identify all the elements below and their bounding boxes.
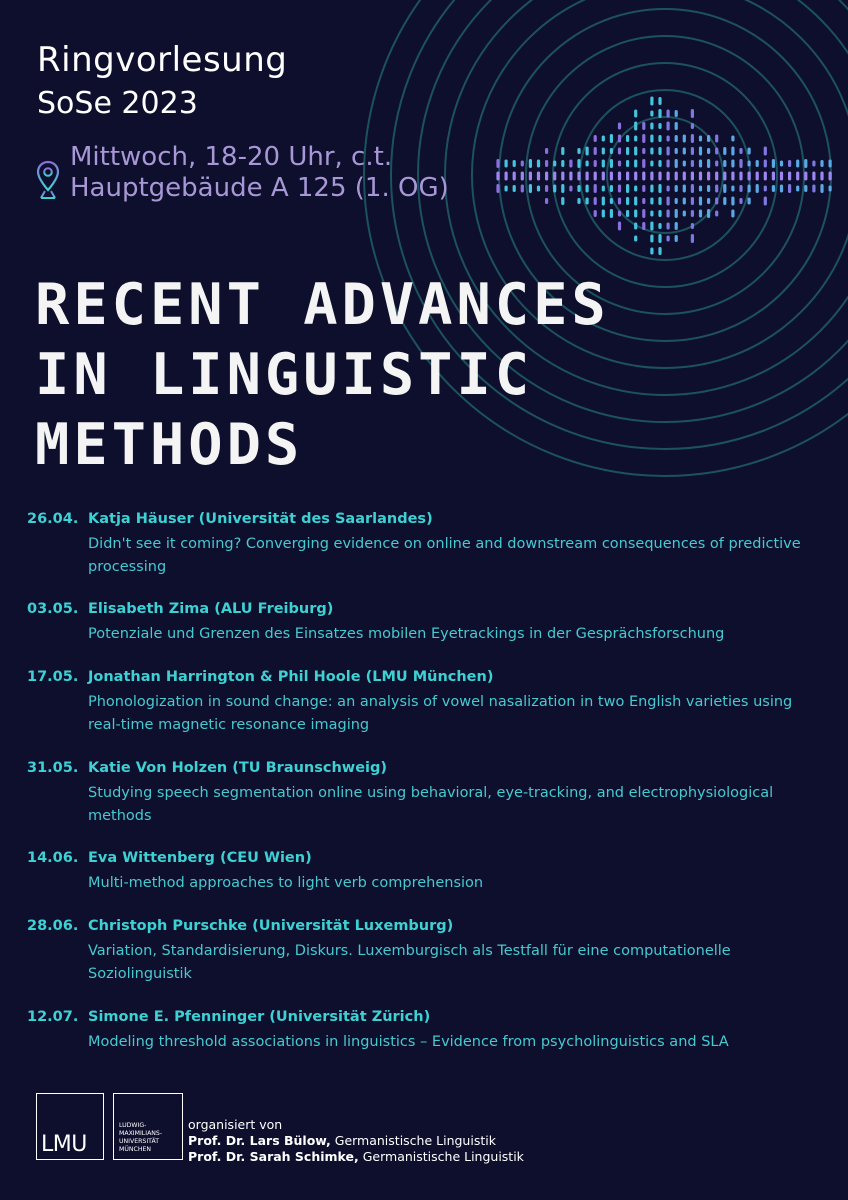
soundwave-dash	[796, 160, 799, 168]
soundwave-dash	[650, 185, 653, 193]
soundwave-dash	[545, 172, 548, 181]
soundwave-dash	[780, 185, 783, 193]
soundwave-dash	[764, 160, 767, 168]
soundwave-dash	[723, 197, 726, 205]
soundwave-dash	[561, 160, 564, 167]
soundwave-dash	[586, 185, 589, 193]
soundwave-dash	[650, 161, 653, 167]
soundwave-dash	[618, 211, 621, 217]
lecture-title: Studying speech segmentation online using behavioral, eye-tracking, and electrophysiological methods	[88, 785, 774, 824]
soundwave-dash	[650, 198, 653, 205]
soundwave-dash	[577, 172, 580, 181]
soundwave-dash	[642, 209, 645, 218]
soundwave-dash	[739, 185, 742, 192]
soundwave-dash	[577, 159, 580, 168]
soundwave-dash	[513, 185, 516, 192]
lecture-speaker: Jonathan Harrington & Phil Hoole (LMU München)	[88, 669, 494, 685]
soundwave-dash	[804, 159, 807, 168]
soundwave-dash	[650, 235, 653, 243]
soundwave-dash	[739, 159, 742, 168]
soundwave-dash	[658, 197, 661, 205]
soundwave-dash	[634, 223, 637, 230]
soundwave-dash	[788, 160, 791, 167]
soundwave-dash	[642, 222, 645, 230]
lecture-date: 26.04.	[27, 511, 79, 527]
soundwave-dash	[675, 198, 678, 204]
soundwave-dash	[667, 236, 670, 242]
soundwave-dash	[496, 184, 499, 193]
soundwave-dash	[667, 186, 670, 192]
soundwave-dash	[626, 210, 629, 217]
soundwave-dash	[812, 161, 815, 167]
soundwave-dash	[586, 198, 589, 205]
soundwave-dash	[772, 159, 775, 168]
soundwave-dash	[561, 172, 564, 181]
soundwave-dash	[626, 197, 629, 205]
semester-label: SoSe 2023	[37, 86, 198, 121]
soundwave-dash	[715, 198, 718, 205]
soundwave-dash	[691, 172, 694, 181]
organizer-row	[188, 1133, 496, 1148]
soundwave-dash	[586, 172, 589, 181]
lecture-speaker: Christoph Purschke (Universität Luxemburg)	[88, 918, 454, 934]
soundwave-dash	[642, 198, 645, 204]
soundwave-dash	[626, 135, 629, 142]
soundwave-dash	[496, 159, 499, 168]
soundwave-dash	[594, 147, 597, 155]
soundwave-dash	[707, 209, 710, 218]
soundwave-dash	[675, 122, 678, 130]
soundwave-dash	[796, 172, 799, 181]
soundwave-dash	[820, 160, 823, 167]
soundwave-dash	[683, 198, 686, 205]
lecture-title: Potenziale und Grenzen des Einsatzes mobilen Eyetrackings in der Gesprächsforschung	[88, 626, 725, 642]
soundwave-dash	[683, 211, 686, 217]
soundwave-dash	[513, 160, 516, 167]
soundwave-dash	[764, 186, 767, 192]
soundwave-dash	[545, 160, 548, 167]
soundwave-dash	[610, 159, 613, 168]
soundwave-dash	[634, 186, 637, 192]
organizer-affiliation: Germanistische Linguistik	[358, 1149, 524, 1164]
university-name-box	[113, 1093, 183, 1160]
soundwave-dash	[667, 147, 670, 156]
soundwave-dash	[618, 135, 621, 143]
soundwave-dash	[618, 172, 621, 181]
soundwave-dash	[553, 185, 556, 193]
soundwave-dash	[505, 186, 508, 192]
soundwave-dash	[496, 172, 499, 181]
soundwave-dash	[715, 148, 718, 155]
soundwave-dash	[577, 198, 580, 204]
soundwave-dash	[691, 134, 694, 143]
soundwave-dash	[699, 197, 702, 206]
soundwave-dash	[618, 222, 621, 231]
lecture-speaker: Eva Wittenberg (CEU Wien)	[88, 850, 312, 866]
soundwave-dash	[634, 160, 637, 168]
soundwave-dash	[829, 160, 832, 168]
soundwave-dash	[715, 185, 718, 193]
soundwave-dash	[658, 160, 661, 167]
soundwave-dash	[529, 184, 532, 193]
soundwave-dash	[642, 159, 645, 168]
soundwave-dash	[642, 172, 645, 181]
soundwave-dash	[748, 172, 751, 181]
soundwave-dash	[731, 197, 734, 206]
soundwave-dash	[739, 148, 742, 154]
title-line-2: IN LINGUISTIC	[35, 342, 534, 408]
soundwave-dash	[577, 185, 580, 192]
soundwave-dash	[731, 160, 734, 168]
soundwave-dash	[667, 172, 670, 181]
soundwave-dash	[658, 223, 661, 229]
organizer-name: Prof. Dr. Sarah Schimke,	[188, 1149, 359, 1164]
lmu-logo	[36, 1093, 104, 1160]
soundwave-dash	[521, 185, 524, 193]
soundwave-dash	[731, 172, 734, 181]
soundwave-dash	[602, 160, 605, 168]
soundwave-dash	[715, 161, 718, 167]
soundwave-dash	[634, 136, 637, 142]
soundwave-dash	[594, 160, 597, 167]
soundwave-dash	[683, 148, 686, 155]
soundwave-dash	[610, 148, 613, 154]
soundwave-dash	[667, 223, 670, 230]
soundwave-dash	[812, 185, 815, 193]
soundwave-dash	[780, 172, 783, 181]
soundwave-dash	[691, 197, 694, 205]
soundwave-dash	[634, 172, 637, 181]
soundwave-dash	[699, 210, 702, 218]
soundwave-dash	[772, 185, 775, 192]
soundwave-dash	[634, 122, 637, 131]
soundwave-dash	[626, 172, 629, 181]
soundwave-dash	[594, 135, 597, 142]
soundwave-dash	[658, 247, 661, 255]
time-info: Mittwoch, 18-20 Uhr, c.t.	[70, 142, 393, 172]
soundwave-dash	[618, 185, 621, 193]
soundwave-dash	[594, 184, 597, 193]
soundwave-dash	[561, 147, 564, 155]
soundwave-dash	[626, 160, 629, 167]
soundwave-dash	[691, 123, 694, 129]
soundwave-dash	[683, 161, 686, 167]
soundwave-dash	[529, 172, 532, 181]
soundwave-dash	[537, 160, 540, 168]
soundwave-dash	[707, 172, 710, 181]
soundwave-dash	[658, 172, 661, 181]
lecture-speaker: Katja Häuser (Universität des Saarlandes)	[88, 511, 433, 527]
soundwave-dash	[505, 160, 508, 168]
soundwave-dash	[723, 147, 726, 155]
soundwave-dash	[618, 161, 621, 167]
soundwave-dash	[691, 223, 694, 229]
soundwave-dash	[650, 211, 653, 217]
soundwave-dash	[780, 161, 783, 167]
university-name-line: MAXIMILIANS-	[119, 1130, 163, 1137]
soundwave-dash	[691, 147, 694, 155]
room-info: Hauptgebäude A 125 (1. OG)	[70, 173, 449, 203]
university-name-line: LUDWIG-	[119, 1122, 147, 1129]
soundwave-dash	[731, 186, 734, 192]
soundwave-dash	[569, 172, 572, 181]
soundwave-dash	[699, 147, 702, 156]
soundwave-dash	[610, 172, 613, 181]
soundwave-dash	[586, 147, 589, 156]
soundwave-dash	[675, 172, 678, 181]
soundwave-dash	[529, 159, 532, 168]
title-line-1: RECENT ADVANCES	[35, 272, 610, 338]
soundwave-dash	[748, 198, 751, 205]
soundwave-dash	[699, 186, 702, 192]
lecture-speaker: Simone E. Pfenninger (Universität Zürich)	[88, 1009, 431, 1025]
soundwave-dash	[667, 110, 670, 118]
soundwave-dash	[723, 184, 726, 193]
soundwave-dash	[658, 147, 661, 155]
lecture-date: 14.06.	[27, 850, 79, 866]
soundwave-dash	[545, 198, 548, 204]
soundwave-dash	[642, 122, 645, 130]
lecture-title: Modeling threshold associations in linguistics – Evidence from psycholinguistics and SLA	[88, 1034, 729, 1050]
soundwave-dash	[569, 186, 572, 192]
soundwave-dash	[569, 160, 572, 168]
soundwave-dash	[658, 109, 661, 118]
soundwave-dash	[699, 160, 702, 168]
lecture-title: Phonologization in sound change: an analysis of vowel nasalization in two English varieties using real-time magnetic resonance imaging	[88, 694, 793, 733]
soundwave-dash	[723, 160, 726, 167]
soundwave-dash	[820, 172, 823, 181]
soundwave-dash	[691, 234, 694, 243]
soundwave-dash	[796, 186, 799, 192]
soundwave-dash	[626, 147, 629, 155]
soundwave-dash	[594, 197, 597, 205]
organizer-row	[188, 1149, 524, 1164]
soundwave-dash	[642, 148, 645, 154]
soundwave-dash	[715, 211, 718, 217]
title-line-3: METHODS	[35, 412, 304, 478]
lecture-title: Didn't see it coming? Converging evidence on online and downstream consequences of predictive processing	[88, 536, 801, 575]
soundwave-dash	[553, 161, 556, 167]
soundwave-dash	[675, 110, 678, 117]
soundwave-dash	[804, 185, 807, 192]
soundwave-dash	[829, 186, 832, 192]
soundwave-dash	[650, 222, 653, 231]
soundwave-dash	[634, 236, 637, 242]
soundwave-dash	[683, 185, 686, 193]
soundwave-dash	[788, 184, 791, 193]
soundwave-dash	[650, 172, 653, 181]
soundwave-dash	[650, 123, 653, 130]
soundwave-dash	[772, 172, 775, 181]
soundwave-dash	[602, 197, 605, 206]
soundwave-dash	[658, 135, 661, 142]
soundwave-dash	[675, 135, 678, 142]
soundwave-dash	[618, 148, 621, 155]
soundwave-dash	[667, 122, 670, 131]
soundwave-dash	[707, 135, 710, 142]
soundwave-dash	[707, 185, 710, 192]
lmu-logo-text: LMU	[41, 1132, 87, 1157]
soundwave-dash	[602, 172, 605, 181]
soundwave-dash	[553, 172, 556, 181]
soundwave-dash	[513, 172, 516, 181]
soundwave-dash	[634, 147, 637, 156]
soundwave-dash	[804, 172, 807, 181]
soundwave-dash	[642, 134, 645, 143]
soundwave-dash	[748, 148, 751, 155]
soundwave-dash	[731, 210, 734, 218]
lecture-speaker: Elisabeth Zima (ALU Freiburg)	[88, 601, 334, 617]
lecture-date: 28.06.	[27, 918, 79, 934]
soundwave-dash	[756, 172, 759, 181]
soundwave-dash	[650, 135, 653, 143]
series-label: Ringvorlesung	[37, 40, 288, 80]
lecture-date: 17.05.	[27, 669, 79, 685]
soundwave-dash	[707, 159, 710, 168]
soundwave-dash	[756, 160, 759, 167]
soundwave-dash	[667, 210, 670, 218]
soundwave-dash	[812, 172, 815, 181]
soundwave-dash	[642, 185, 645, 192]
soundwave-dash	[658, 97, 661, 105]
university-name-line: MÜNCHEN	[119, 1146, 152, 1153]
soundwave-dash	[634, 197, 637, 206]
soundwave-dash	[610, 198, 613, 204]
organizer-name: Prof. Dr. Lars Bülow,	[188, 1133, 331, 1148]
soundwave-dash	[545, 185, 548, 192]
soundwave-dash	[610, 209, 613, 218]
soundwave-dash	[707, 198, 710, 204]
organizer-affiliation: Germanistische Linguistik	[330, 1133, 496, 1148]
soundwave-dash	[820, 184, 823, 193]
soundwave-dash	[537, 172, 540, 181]
soundwave-dash	[505, 172, 508, 181]
soundwave-dash	[739, 172, 742, 181]
soundwave-dash	[545, 148, 548, 154]
organized-by-label: organisiert von	[188, 1117, 283, 1132]
soundwave-dash	[650, 248, 653, 255]
soundwave-dash	[667, 197, 670, 206]
lecture-date: 03.05.	[27, 601, 79, 617]
lecture-series-title	[35, 270, 610, 480]
soundwave-dash	[537, 186, 540, 192]
soundwave-dash	[667, 136, 670, 142]
soundwave-dash	[675, 209, 678, 218]
soundwave-dash	[577, 148, 580, 154]
lecture-date: 31.05.	[27, 760, 79, 776]
soundwave-dash	[618, 198, 621, 205]
soundwave-dash	[675, 159, 678, 168]
soundwave-dash	[788, 172, 791, 181]
soundwave-dash	[658, 210, 661, 217]
soundwave-dash	[586, 161, 589, 167]
soundwave-dash	[658, 184, 661, 193]
soundwave-dash	[675, 185, 678, 192]
soundwave-dash	[602, 148, 605, 155]
soundwave-dash	[739, 198, 742, 204]
map-pin-icon	[36, 160, 60, 200]
soundwave-dash	[650, 111, 653, 117]
soundwave-dash	[748, 161, 751, 167]
soundwave-dash	[521, 172, 524, 181]
soundwave-dash	[594, 172, 597, 181]
soundwave-dash	[610, 134, 613, 143]
soundwave-dash	[707, 148, 710, 154]
soundwave-dash	[618, 123, 621, 130]
soundwave-dash	[691, 109, 694, 118]
soundwave-dash	[748, 185, 751, 193]
soundwave-dash	[829, 172, 832, 181]
soundwave-dash	[650, 148, 653, 155]
soundwave-dash	[731, 147, 734, 156]
university-name-line: UNIVERSITÄT	[119, 1138, 160, 1145]
soundwave-dash	[691, 160, 694, 167]
soundwave-dash	[626, 184, 629, 193]
soundwave-dash	[731, 136, 734, 142]
soundwave-dash	[699, 172, 702, 181]
soundwave-dash	[691, 184, 694, 193]
soundwave-dash	[683, 172, 686, 181]
soundwave-dash	[715, 135, 718, 143]
soundwave-dash	[675, 148, 678, 154]
soundwave-dash	[683, 135, 686, 143]
soundwave-dash	[667, 160, 670, 168]
soundwave-dash	[602, 210, 605, 218]
soundwave-dash	[756, 184, 759, 193]
soundwave-dash	[561, 184, 564, 193]
soundwave-dash	[658, 123, 661, 129]
lecture-title: Multi-method approaches to light verb comprehension	[88, 875, 484, 891]
soundwave-dash	[723, 172, 726, 181]
lecture-speaker: Katie Von Holzen (TU Braunschweig)	[88, 760, 388, 776]
lecture-date: 12.07.	[27, 1009, 79, 1025]
lecture-title: Variation, Standardisierung, Diskurs. Luxemburgisch als Testfall für eine computationelle Soziolinguistik	[88, 943, 731, 982]
soundwave-dash	[675, 235, 678, 242]
soundwave-dash	[764, 147, 767, 156]
soundwave-dash	[521, 161, 524, 167]
soundwave-dash	[764, 197, 767, 206]
soundwave-dash	[650, 97, 653, 106]
soundwave-dash	[594, 210, 597, 217]
soundwave-dash	[634, 210, 637, 218]
soundwave-dash	[715, 172, 718, 181]
soundwave-dash	[602, 136, 605, 142]
soundwave-dash	[610, 185, 613, 192]
soundwave-dash	[602, 186, 605, 192]
soundwave-dash	[691, 210, 694, 217]
soundwave-dash	[675, 222, 678, 230]
soundwave-dash	[764, 172, 767, 181]
soundwave-dash	[634, 110, 637, 118]
soundwave-dash	[561, 197, 564, 205]
soundwave-dash	[699, 136, 702, 142]
soundwave-dash	[658, 234, 661, 243]
